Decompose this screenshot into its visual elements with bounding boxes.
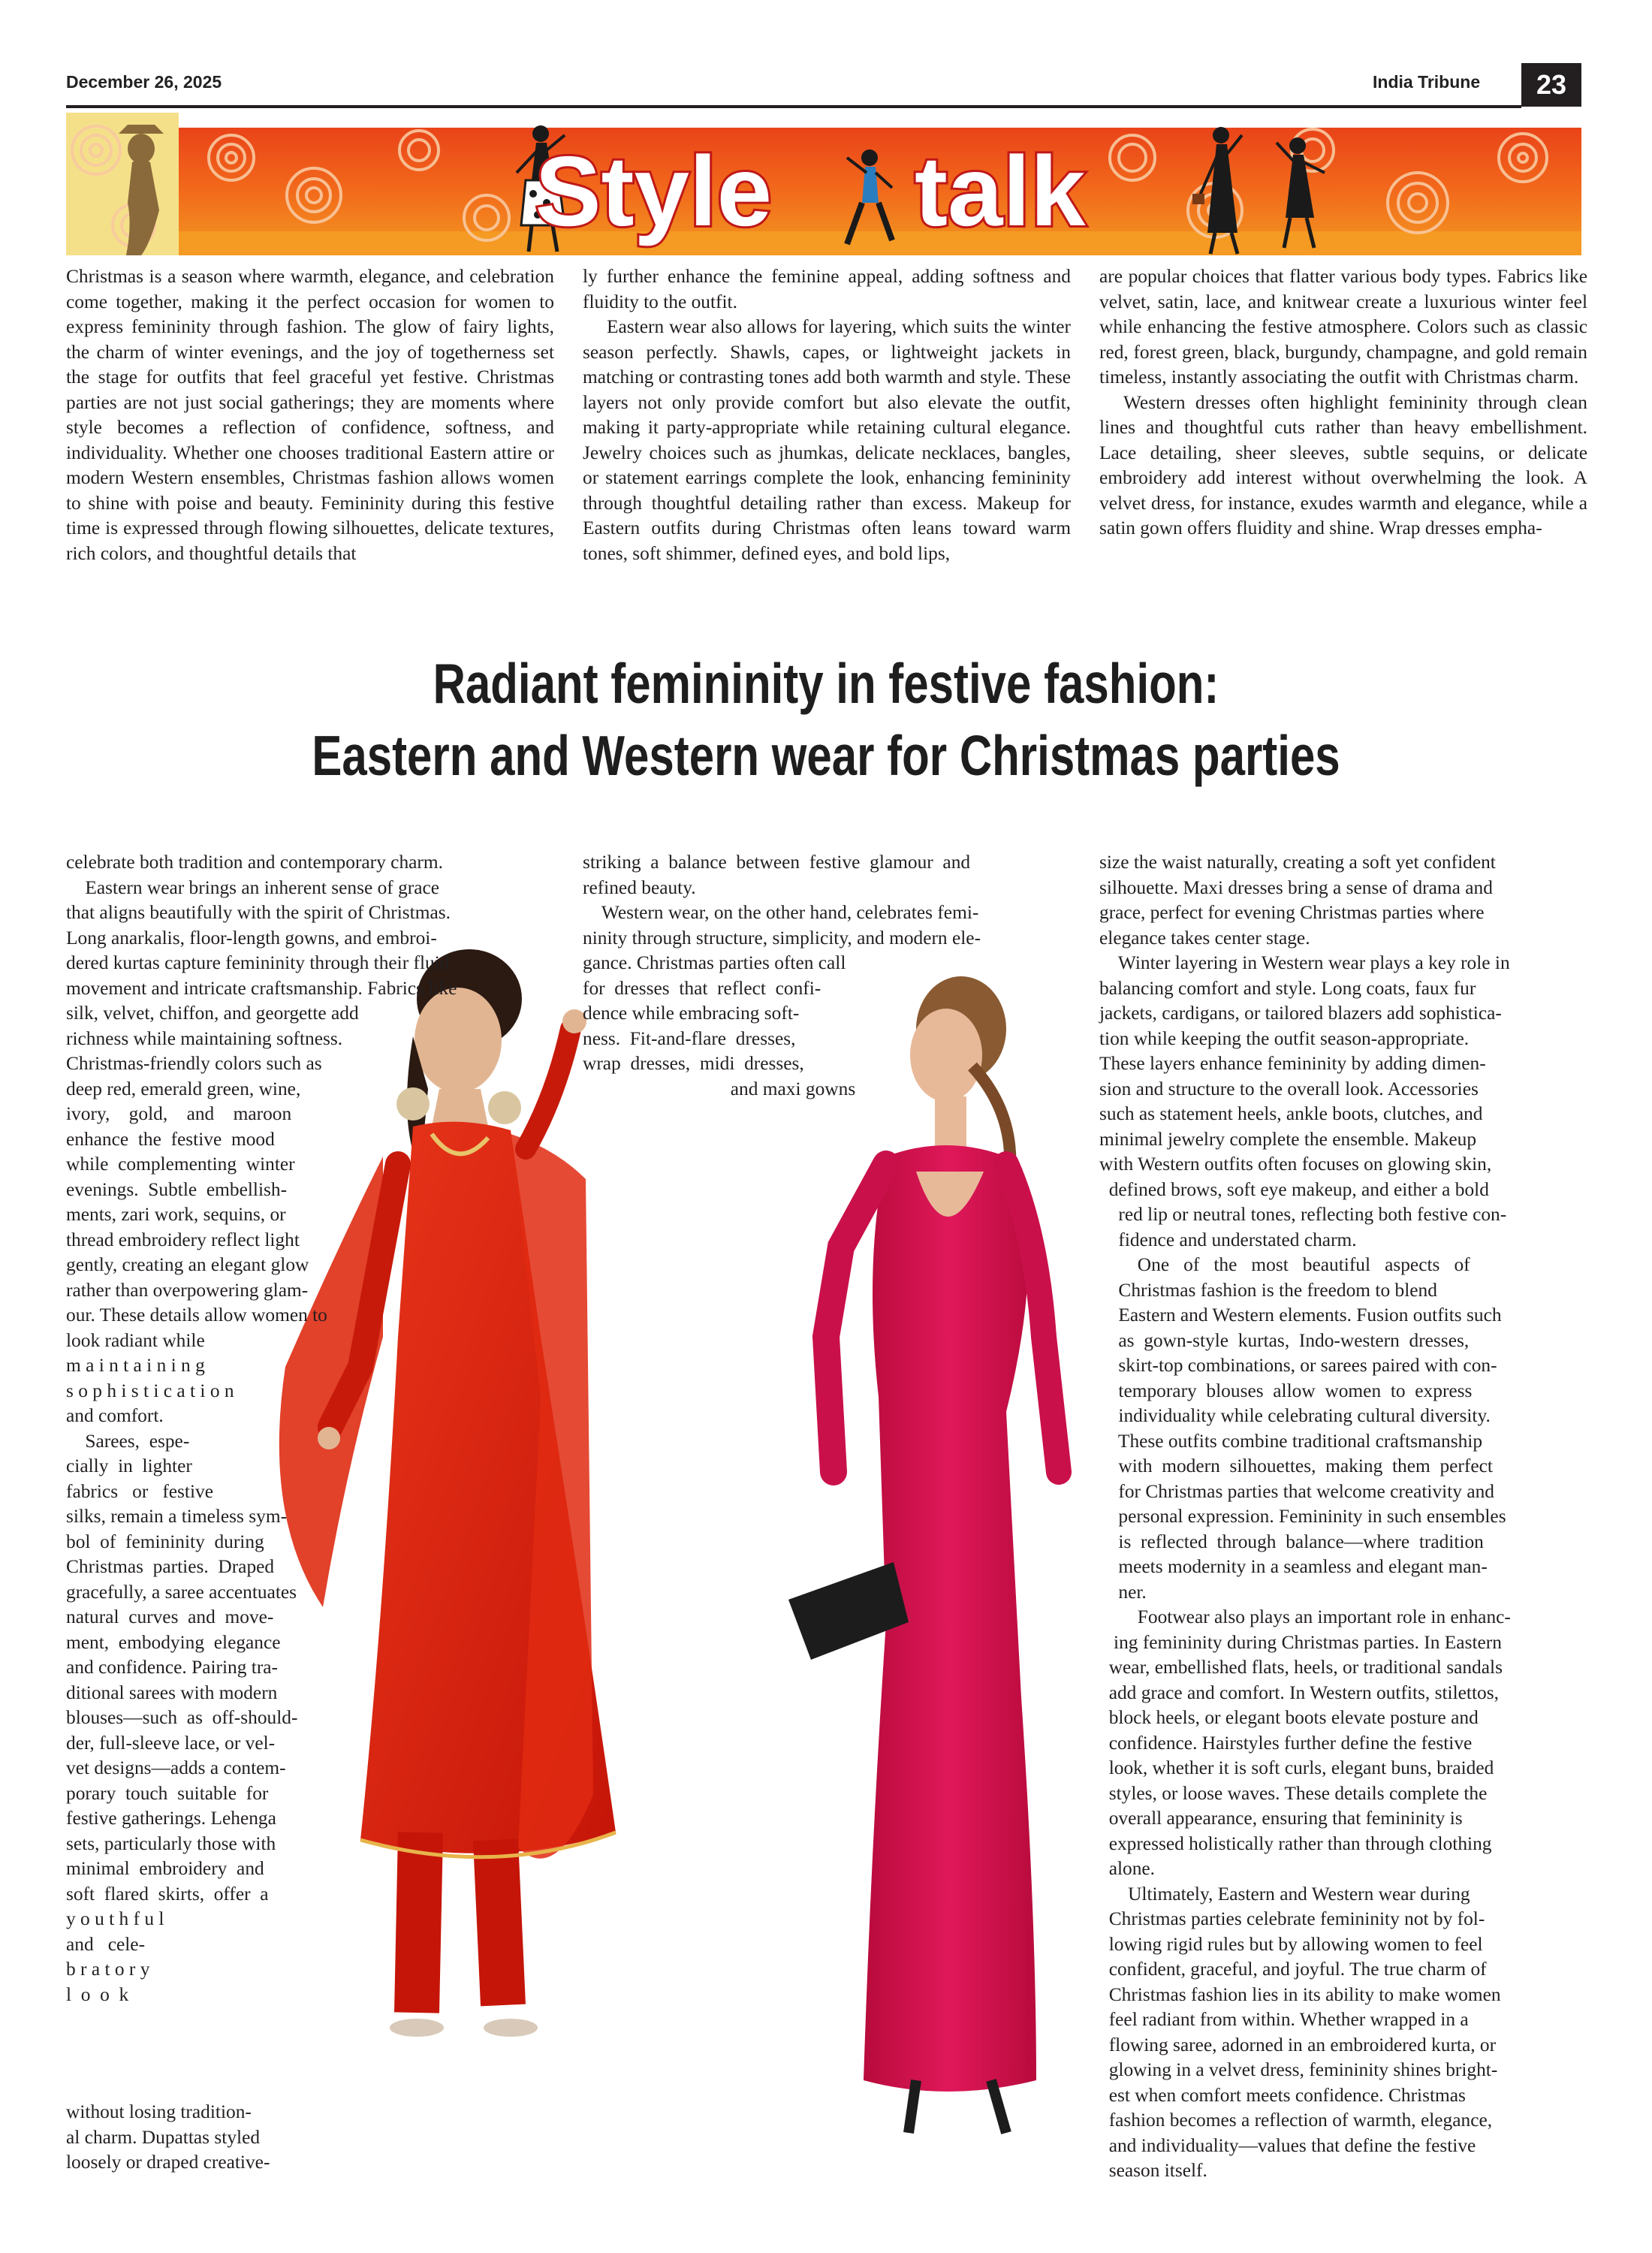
text-line: look, whether it is soft curls, elegant buns, braided: [1099, 1757, 1494, 1778]
text-line: celebrate both tradition and contemporary charm.: [66, 852, 443, 873]
text-line: vet designs—adds a contem-: [66, 1757, 286, 1778]
text-line: Christmas parties. Draped: [66, 1556, 275, 1577]
text-line: fabrics or festive: [66, 1480, 213, 1502]
text-line: movement and intricate craftsmanship. Fabrics like: [66, 977, 457, 999]
text-line: wrap dresses, midi dresses,: [583, 1053, 804, 1074]
issue-date: December 26, 2025: [66, 72, 222, 92]
text-line: skirt-top combinations, or sarees paired with con-: [1099, 1355, 1497, 1376]
text-line: and confidence. Pairing tra-: [66, 1657, 278, 1678]
text-line: loosely or draped creative-: [66, 2152, 270, 2173]
text-line: look radiant while: [66, 1329, 205, 1351]
text-line: with modern silhouettes, making them perfect: [1099, 1455, 1493, 1476]
text-line: dence while embracing soft-: [583, 1003, 800, 1024]
text-line: Footwear also plays an important role in enhanc-: [1099, 1606, 1511, 1627]
text-line: overall appearance, ensuring that femininity is: [1099, 1808, 1463, 1829]
text-line: These layers enhance femininity by adding dimen-: [1099, 1053, 1486, 1074]
text-line: block heels, or elegant boots elevate posture and: [1099, 1707, 1479, 1728]
text-line: rather than overpowering glam-: [66, 1279, 309, 1301]
text-line: ing femininity during Christmas parties. In Eastern: [1099, 1631, 1502, 1653]
text-line: gracefully, a saree accentuates: [66, 1581, 297, 1603]
text-line: jackets, cardigans, or tailored blazers add sophistica-: [1099, 1003, 1502, 1024]
article-column-3-top: [1099, 264, 1587, 541]
banner-artwork: [66, 113, 1581, 255]
text-line: as gown-style kurtas, Indo-western dresses,: [1099, 1329, 1470, 1351]
text-line: b r a t o r y: [66, 1959, 150, 1980]
text-line: tion while keeping the outfit season-appropriate.: [1099, 1027, 1470, 1049]
banner-yellow-panel: [66, 113, 179, 255]
section-title-left: Style: [535, 136, 772, 246]
section-banner: [66, 113, 1581, 255]
text-line: temporary blouses allow women to express: [1099, 1380, 1473, 1401]
text-line: porary touch suitable for: [66, 1782, 269, 1804]
text-line: fidence and understated charm.: [1099, 1229, 1357, 1250]
paragraph: Christmas is a season where warmth, elegance, and celebration come together, making it the perfect occasion for women to express femininity through fashion. The glow of fairy lights, the charm of winter evenings, and the joy of togetherness set the stage for outfits that feel graceful yet festive. Christmas parties are not just social gatherings; they are moments where style becomes a reflection of confidence, softness, and individuality. Whether one chooses traditional Eastern attire or modern Western ensembles, Christmas fashion allows women to shine with poise and beauty. Femininity during this festive time is expressed through flowing silhouettes, delicate textures, rich colors, and thoughtful details that: [66, 266, 554, 564]
text-line: grace, perfect for evening Christmas parties where: [1099, 902, 1485, 923]
text-line: red lip or neutral tones, reflecting both festive con-: [1099, 1204, 1507, 1225]
text-line: Sarees, espe-: [66, 1430, 190, 1452]
model-western-gown: [788, 976, 1059, 2133]
article-column-1-bottom: [66, 850, 554, 2007]
headline-line-2: Eastern and Western wear for Christmas parties: [312, 724, 1340, 787]
text-line: Christmas parties celebrate femininity not by fol-: [1099, 1908, 1485, 1929]
article-headline: [165, 647, 1487, 792]
text-line: feel radiant from within. Whether wrapped in a: [1099, 2009, 1469, 2030]
text-line: lowing rigid rules but by allowing women to feel: [1099, 1933, 1483, 1955]
text-line: m a i n t a i n i n g: [66, 1355, 205, 1376]
text-line: styles, or loose waves. These details complete the: [1099, 1782, 1488, 1804]
text-line: size the waist naturally, creating a soft yet confident: [1099, 852, 1496, 873]
text-line: al charm. Dupattas styled: [66, 2126, 261, 2148]
text-line: expressed holistically rather than through clothing: [1099, 1832, 1492, 1854]
text-line: without losing tradition-: [66, 2101, 252, 2122]
text-line: evenings. Subtle embellish-: [66, 1178, 288, 1200]
text-line: and comfort.: [66, 1405, 164, 1426]
section-title-right: talk: [915, 136, 1086, 246]
text-line: elegance takes center stage.: [1099, 927, 1310, 949]
paragraph: ly further enhance the feminine appeal, adding softness and fluidity to the outfit.: [583, 266, 1071, 312]
text-line: defined brows, soft eye makeup, and either a bold: [1099, 1178, 1489, 1200]
text-line: minimal jewelry complete the ensemble. Makeup: [1099, 1128, 1477, 1150]
text-line: ditional sarees with modern: [66, 1681, 278, 1703]
text-line: season itself.: [1099, 2160, 1207, 2181]
text-line: soft flared skirts, offer a: [66, 1883, 269, 1905]
text-line: and cele-: [66, 1933, 146, 1955]
text-line: striking a balance between festive glamour and: [583, 852, 971, 873]
text-line: ivory, gold, and maroon: [66, 1103, 292, 1124]
text-line: Western wear, on the other hand, celebrates femi-: [583, 902, 979, 923]
text-line: refined beauty.: [583, 876, 696, 898]
text-line: thread embroidery reflect light: [66, 1229, 300, 1250]
text-line: gently, creating an elegant glow: [66, 1254, 309, 1275]
text-line: flowing saree, adorned in an embroidered kurta, or: [1099, 2034, 1497, 2055]
text-line: cially in lighter: [66, 1455, 192, 1476]
text-line: deep red, emerald green, wine,: [66, 1078, 301, 1099]
article-column-3-bottom: [1099, 850, 1587, 2184]
text-line: while complementing winter: [66, 1154, 295, 1175]
text-line: alone.: [1099, 1858, 1156, 1879]
text-line: add grace and comfort. In Western outfits, stilettos,: [1099, 1681, 1499, 1703]
text-line: blouses—such as off-should-: [66, 1707, 298, 1728]
text-line: confident, graceful, and joyful. The true charm of: [1099, 1959, 1487, 1980]
text-line: Christmas-friendly colors such as: [66, 1053, 322, 1074]
text-line: sets, particularly those with: [66, 1832, 276, 1854]
text-line: sion and structure to the overall look. Accessories: [1099, 1078, 1479, 1099]
text-line: ments, zari work, sequins, or: [66, 1204, 286, 1225]
article-column-1-top: [66, 264, 554, 566]
text-line: with Western outfits often focuses on glowing skin,: [1099, 1154, 1492, 1175]
page-number: 23: [1521, 63, 1581, 107]
text-line: Christmas fashion lies in its ability to make women: [1099, 1983, 1501, 2005]
header-rule: [66, 105, 1521, 108]
text-line: dered kurtas capture femininity through their fluid: [66, 952, 450, 973]
text-line: personal expression. Femininity in such ensembles: [1099, 1506, 1506, 1527]
text-line: for dresses that reflect confi-: [583, 977, 821, 999]
text-line: est when comfort meets confidence. Christmas: [1099, 2084, 1466, 2106]
text-line: meets modernity in a seamless and elegant man-: [1099, 1556, 1488, 1577]
text-line: enhance the festive mood: [66, 1128, 275, 1150]
article-column-2-bottom: [583, 850, 1071, 1102]
text-line: s o p h i s t i c a t i o n: [66, 1380, 234, 1401]
text-line: fashion becomes a reflection of warmth, elegance,: [1099, 2110, 1493, 2131]
paragraph: Western dresses often highlight femininity through clean lines and thoughtful cuts rather than heavy embellishment. Lace detailing, sheer sleeves, subtle sequins, or delicate embroidery add interest without overwhelming the look. A velvet dress, for instance, exudes warmth and elegance, while a satin gown offers fluidity and shine. Wrap dresses empha-: [1099, 391, 1587, 538]
text-line: wear, embellished flats, heels, or traditional sandals: [1099, 1657, 1503, 1678]
text-line: natural curves and move-: [66, 1606, 274, 1627]
text-line: such as statement heels, ankle boots, clutches, and: [1099, 1103, 1483, 1124]
text-line: silks, remain a timeless sym-: [66, 1506, 288, 1527]
text-line: for Christmas parties that welcome creativity and: [1099, 1480, 1494, 1502]
text-line: confidence. Hairstyles further define the festive: [1099, 1732, 1473, 1754]
text-line: minimal embroidery and: [66, 1858, 264, 1879]
text-line: our. These details allow women to: [66, 1304, 327, 1326]
text-line: der, full-sleeve lace, or vel-: [66, 1732, 276, 1754]
text-line: richness while maintaining softness.: [66, 1027, 343, 1049]
publication-name: India Tribune: [1373, 72, 1481, 92]
text-line: ner.: [1099, 1581, 1147, 1603]
text-line: l o o k: [66, 1983, 129, 2005]
text-line: gance. Christmas parties often call: [583, 952, 846, 973]
paragraph: are popular choices that flatter various body types. Fabrics like velvet, satin, lace, and knitwear create a luxurious winter feel while enhancing the festive atmosphere. Colors such as classic red, forest green, black, burgundy, champagne, and gold remain timeless, instantly associating the outfit with Christmas charm.: [1099, 266, 1587, 388]
headline-line-1: Radiant femininity in festive fashion:: [433, 652, 1219, 715]
text-line: Winter layering in Western wear plays a key role in: [1099, 952, 1510, 973]
text-line: ment, embodying elegance: [66, 1631, 281, 1653]
text-line: Eastern and Western elements. Fusion outfits such: [1099, 1304, 1502, 1326]
text-line: These outfits combine traditional craftsmanship: [1099, 1430, 1483, 1452]
text-line: ness. Fit-and-flare dresses,: [583, 1027, 796, 1049]
text-line: Eastern wear brings an inherent sense of grace: [66, 876, 440, 898]
article-column-2-top: [583, 264, 1071, 566]
text-line: Ultimately, Eastern and Western wear during: [1099, 1883, 1470, 1905]
text-line: Long anarkalis, floor-length gowns, and embroi-: [66, 927, 437, 949]
text-line: and maxi gowns: [583, 1078, 856, 1099]
text-line: individuality while celebrating cultural diversity.: [1099, 1405, 1491, 1426]
text-line: that aligns beautifully with the spirit of Christmas.: [66, 902, 451, 923]
text-line: ninity through structure, simplicity, and modern ele-: [583, 927, 981, 949]
paragraph: Eastern wear also allows for layering, which suits the winter season perfectly. Shawls, capes, or lightweight jackets in matching or contrasting tones add both warmth and style. These layers not only provide comfort but also elevate the outfit, making it party-appropriate while retaining cultural elegance. Jewelry choices such as jhumkas, delicate necklaces, bangles, or statement earrings complete the look, enhancing femininity through thoughtful detailing rather than excess. Makeup for Eastern outfits during Christmas often leans toward warm tones, soft shimmer, defined eyes, and bold lips,: [583, 316, 1071, 564]
text-line: balancing comfort and style. Long coats, faux fur: [1099, 977, 1476, 999]
text-line: festive gatherings. Lehenga: [66, 1808, 276, 1829]
text-line: silhouette. Maxi dresses bring a sense of drama and: [1099, 876, 1493, 898]
text-line: y o u t h f u l: [66, 1908, 164, 1929]
text-line: is reflected through balance—where tradition: [1099, 1531, 1484, 1552]
text-line: glowing in a velvet dress, femininity shines bright-: [1099, 2059, 1498, 2080]
text-line: and individuality—values that define the festive: [1099, 2134, 1476, 2156]
text-line: bol of femininity during: [66, 1531, 264, 1552]
text-line: silk, velvet, chiffon, and georgette add: [66, 1003, 359, 1024]
text-line: One of the most beautiful aspects of: [1099, 1254, 1470, 1275]
article-column-1-tail: [66, 2100, 554, 2176]
text-line: Christmas fashion is the freedom to blend: [1099, 1279, 1437, 1301]
